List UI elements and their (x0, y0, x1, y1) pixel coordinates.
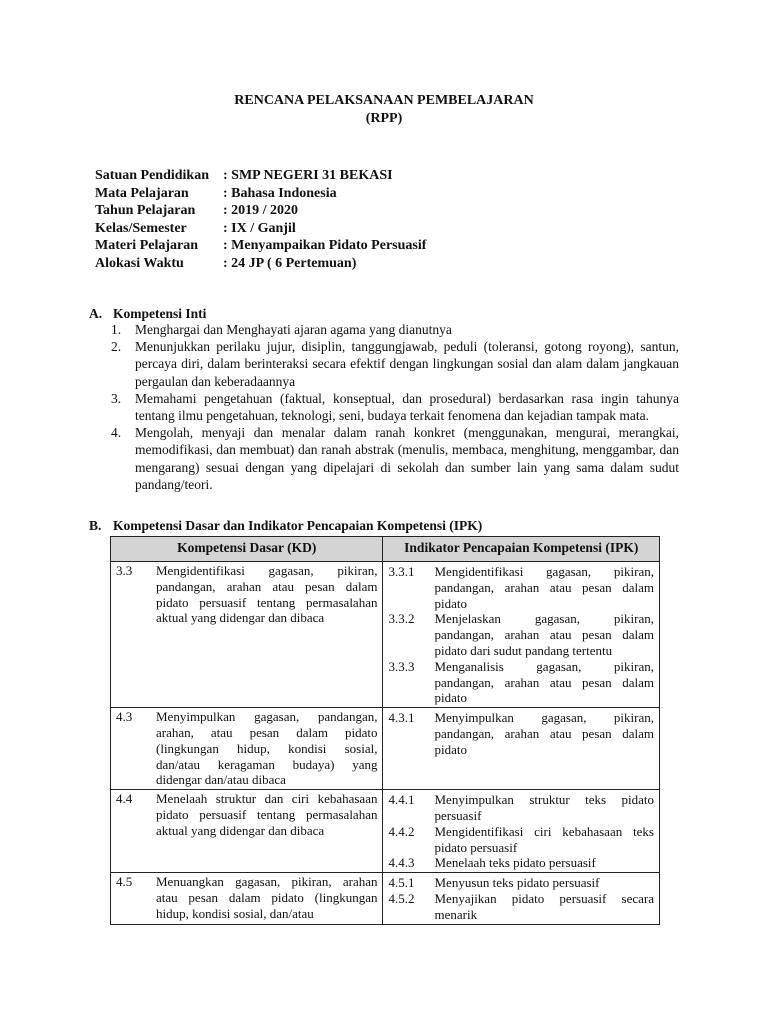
identity-row (95, 255, 426, 273)
kd-number: 3.3 (116, 563, 133, 578)
ipk-text: Menyimpulkan gagasan, pikiran, pandangan, arahan atau pesan dalam pidato (434, 710, 654, 757)
identity-label: Satuan Pendidikan (95, 168, 209, 183)
kd-cell (111, 562, 383, 708)
ipk-item (384, 875, 658, 891)
kd-cell (111, 790, 383, 873)
kd-cell (111, 873, 383, 924)
ipk-text: Menganalisis gagasan, pikiran, pandangan, arahan atau pesan dalam pidato (434, 658, 654, 706)
ipk-number: 4.5.2 (388, 890, 415, 906)
identity-row (95, 237, 426, 255)
list-item-text: Menunjukkan perilaku jujur, disiplin, tanggungjawab, peduli (toleransi, gotong royong), santun, percaya diri, dalam berinteraksi secara efektif dengan lingkungan sosial dan alam dalam jangkauan pergaulan dan keberadaannya (135, 339, 679, 389)
list-item (111, 338, 679, 390)
ipk-item (384, 855, 658, 871)
ipk-text: Menelaah teks pidato persuasif (434, 855, 596, 871)
identity-label: Tahun Pelajaran (95, 203, 196, 219)
ipk-text: Menjelaskan gagasan, pikiran, pandangan, arahan atau pesan dalam pidato dari sudut pandang tertentu (434, 611, 654, 658)
kd-column-header: Kompetensi Dasar (KD) (111, 537, 383, 562)
ipk-item (384, 611, 658, 658)
list-item-text: Memahami pengetahuan (faktual, konseptual, dan prosedural) berdasarkan rasa ingin tahunya tentang ilmu pengetahuan, teknologi, seni, budaya terkait fenomena dan kejadian tampak mata. (135, 390, 679, 424)
identity-block (95, 167, 426, 273)
ipk-cell (383, 708, 660, 790)
ipk-item (384, 824, 658, 856)
identity-label: Mata Pelajaran (95, 185, 189, 201)
list-item-text: Menghargai dan Menghayati ajaran agama yang dianutnya (135, 322, 452, 337)
identity-row (95, 185, 426, 203)
ipk-item (384, 659, 658, 706)
kd-text: Menyimpulkan gagasan, pandangan, arahan, atau pesan dalam pidato (lingkungan hidup, kondisi sosial, dan/atau keragaman budaya) yang didengar dan/atau dibaca (156, 709, 378, 788)
identity-label: Materi Pelajaran (95, 238, 199, 254)
table-row (111, 562, 660, 708)
ipk-number: 3.3.3 (388, 658, 415, 674)
ipk-cell (383, 873, 660, 924)
section-b-letter: B. (89, 518, 102, 533)
list-item-number: 1. (111, 322, 122, 337)
list-item-text: Mengolah, menyaji dan menalar dalam ranah konkret (menggunakan, mengurai, merangkai, memodifikasi, dan membuat) dan ranah abstrak (menulis, membaca, menghitung, menggambar, dan mengarang) sesuai dengan yang dipelajari di sekolah dan sumber lain yang sama dalam sudut pandang/teori. (135, 425, 679, 492)
list-item-number: 2. (111, 339, 122, 355)
ipk-text: Menyimpulkan struktur teks pidato persuasif (434, 792, 654, 823)
ipk-number: 4.4.1 (388, 792, 415, 808)
section-b-heading (89, 518, 482, 534)
ipk-number: 4.4.3 (388, 855, 415, 871)
table-row (111, 873, 660, 924)
list-item (111, 424, 679, 493)
ipk-text: Mengidentifikasi ciri kebahasaan teks pidato persuasif (434, 823, 654, 855)
ipk-item (384, 564, 658, 611)
ipk-cell (383, 562, 660, 708)
ipk-column-header: Indikator Pencapaian Kompetensi (IPK) (383, 537, 660, 562)
ipk-number: 4.5.1 (388, 875, 415, 891)
identity-row (95, 202, 426, 220)
document-title: RENCANA PELAKSANAAN PEMBELAJARAN (234, 93, 534, 108)
identity-label: Alokasi Waktu (95, 255, 184, 271)
kompetensi-inti-list (111, 321, 679, 493)
list-item-number: 3. (111, 390, 122, 406)
ipk-cell (383, 790, 660, 873)
kd-cell (111, 708, 383, 790)
kd-number: 4.3 (116, 709, 133, 725)
kd-number: 4.5 (116, 874, 133, 890)
document-subtitle: (RPP) (365, 111, 403, 126)
ipk-item (384, 891, 658, 923)
ipk-number: 4.3.1 (388, 710, 415, 726)
section-a-letter: A. (89, 306, 103, 321)
section-a-heading (89, 306, 206, 322)
identity-value: : SMP NEGERI 31 BEKASI (223, 168, 393, 183)
kd-text: Mengidentifikasi gagasan, pikiran, pandangan, arahan atau pesan dalam pidato persuasif tentang permasalahan aktual yang didengar dan dibaca (156, 563, 378, 626)
ipk-number: 4.4.2 (388, 823, 415, 839)
kd-text: Menuangkan gagasan, pikiran, arahan atau pesan dalam pidato (lingkungan hidup, kondisi sosial, dan/atau (156, 874, 378, 921)
ipk-item (384, 710, 658, 757)
identity-value: : Menyampaikan Pidato Persuasif (223, 238, 427, 254)
identity-value: : 2019 / 2020 (223, 203, 299, 219)
kd-text: Menelaah struktur dan ciri kebahasaan pidato persuasif tentang permasalahan aktual yang didengar dan dibaca (156, 791, 378, 838)
ipk-item (384, 792, 658, 824)
list-item (111, 390, 679, 424)
section-a-title: Kompetensi Inti (113, 306, 207, 321)
ipk-text: Menyajikan pidato persuasif secara menarik (434, 890, 654, 922)
identity-value: : Bahasa Indonesia (223, 185, 337, 201)
table-header-row (111, 537, 660, 562)
ipk-text: Menyusun teks pidato persuasif (434, 875, 600, 891)
list-item (111, 321, 679, 338)
ipk-text: Mengidentifikasi gagasan, pikiran, pandangan, arahan atau pesan dalam pidato (434, 564, 654, 611)
list-item-number: 4. (111, 425, 122, 441)
identity-value: : 24 JP ( 6 Pertemuan) (223, 255, 357, 271)
identity-label: Kelas/Semester (95, 220, 187, 236)
identity-row (95, 167, 426, 185)
ipk-number: 3.3.2 (388, 611, 415, 627)
table-row (111, 790, 660, 873)
identity-row (95, 220, 426, 238)
kd-ipk-table (110, 536, 660, 925)
table-row (111, 708, 660, 790)
kd-number: 4.4 (116, 791, 133, 807)
identity-value: : IX / Ganjil (223, 220, 296, 236)
ipk-number: 3.3.1 (388, 564, 415, 579)
section-b-title: Kompetensi Dasar dan Indikator Pencapaian Kompetensi (IPK) (113, 518, 483, 533)
